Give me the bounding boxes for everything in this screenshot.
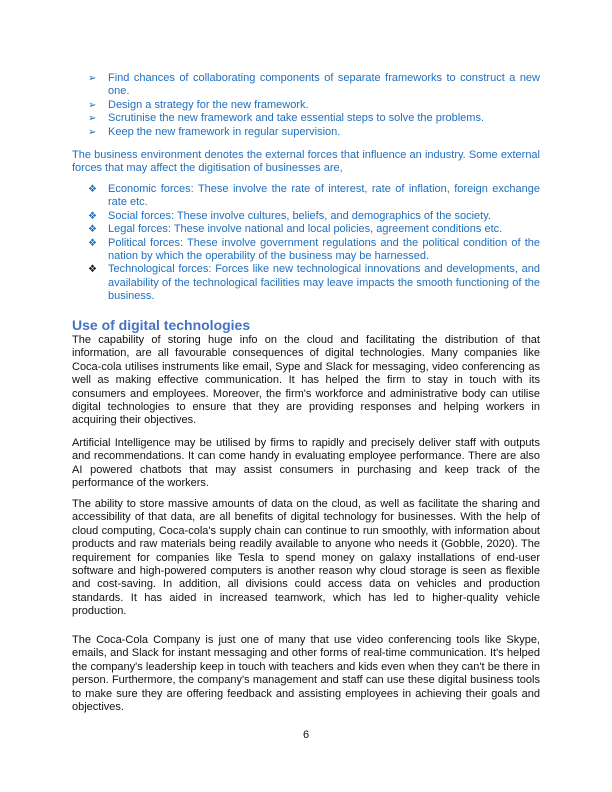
diamond-bullet-icon: ❖	[88, 210, 97, 222]
diamond-bullet-icon: ❖	[88, 184, 97, 195]
arrow-bullet-icon: ➢	[88, 73, 97, 84]
diamond-bullet-icon: ❖	[88, 224, 97, 236]
list-item-text: Economic forces: These involve the rate of interest, rate of inflation, foreign exchange rate etc.	[108, 183, 540, 209]
page-number: 6	[302, 729, 310, 741]
list-item-text: Design a strategy for the new framework.	[108, 98, 309, 111]
list-item	[72, 112, 540, 125]
list-item-text: Political forces: These involve government regulations and the political condition of the nation by which the operability of the business may be harnessed.	[108, 236, 540, 263]
diamond-bullet-icon: ❖	[88, 264, 97, 276]
list-item-text: Social forces: These involve cultures, beliefs, and demographics of the society.	[108, 209, 491, 222]
list-item	[72, 183, 540, 210]
list-item	[72, 223, 540, 236]
list-item-text: Find chances of collaborating components of separate frameworks to construct a new one.	[108, 72, 540, 98]
framework-steps-list	[72, 72, 540, 139]
list-item-text: Technological forces: Forces like new technological innovations and developments, and availability of the technological facilities may leave impacts the smooth functioning of the business.	[108, 263, 540, 303]
list-item	[72, 263, 540, 303]
list-item	[72, 126, 540, 139]
list-item-text: Legal forces: These involve national and local policies, agreement conditions etc.	[108, 223, 503, 236]
external-forces-list	[72, 183, 540, 304]
list-item-text: Scrutinise the new framework and take essential steps to solve the problems.	[108, 112, 485, 125]
body-paragraph: Artificial Intelligence may be utilised by firms to rapidly and precisely deliver staff with outputs and recommendations. It can come handy in evaluating employee performance. There are also AI powered chatbots that may assist consumers in purchasing and keep track of the performance of the workers.	[72, 437, 540, 490]
body-paragraph: The capability of storing huge info on the cloud and facilitating the distribution of that information, are all favourable consequences of digital technologies. Many companies like Coca-cola utilises instruments like email, Sype and Slack for messaging, video conferencing as well as making effective communication. It has helped the firm to stay in touch with its consumers and employees. Moreover, the firm's workforce and administrative body can utilise digital technologies to ensure that they are providing responses and helping workers in acquiring their objectives.	[72, 334, 540, 427]
section-heading: Use of digital technologies	[72, 317, 251, 333]
list-item	[72, 210, 540, 223]
arrow-bullet-icon: ➢	[88, 113, 97, 125]
list-item	[72, 99, 540, 112]
list-item-text: Keep the new framework in regular supervision.	[108, 125, 341, 138]
arrow-bullet-icon: ➢	[88, 99, 97, 111]
body-paragraph: The Coca-Cola Company is just one of many that use video conferencing tools like Skype, emails, and Slack for instant messaging and other forms of real-time communication. It's helped the company's leadership keep in touch with teachers and kids even when they can't be there in person. Furthermore, the company's management and staff can use these digital business tools to make sure they are offering feedback and assisting employees in achieving their goals and objectives.	[72, 634, 540, 714]
diamond-bullet-icon: ❖	[88, 237, 97, 249]
body-paragraph: The ability to store massive amounts of data on the cloud, as well as facilitate the sharing and accessibility of that data, are all benefits of digital technology for businesses. With the help of cloud computing, Coca-cola's supply chain can continue to run smoothly, with information about products and raw materials being readily available to anyone who needs it (Gobble, 2020). The requirement for companies like Tesla to spend money on galaxy installations of end-user software and high-powered computers is another reason why cloud storage is seen as flexible and cost-saving. In addition, all divisions could access data on vehicles and production standards. It has aided in increased teamwork, which has led to higher-quality vehicle production.	[72, 498, 540, 618]
list-item	[72, 72, 540, 99]
intro-paragraph: The business environment denotes the external forces that influence an industry. Some external forces that may affect the digitisation of businesses are,	[72, 149, 540, 175]
arrow-bullet-icon: ➢	[88, 126, 97, 138]
list-item	[72, 237, 540, 264]
